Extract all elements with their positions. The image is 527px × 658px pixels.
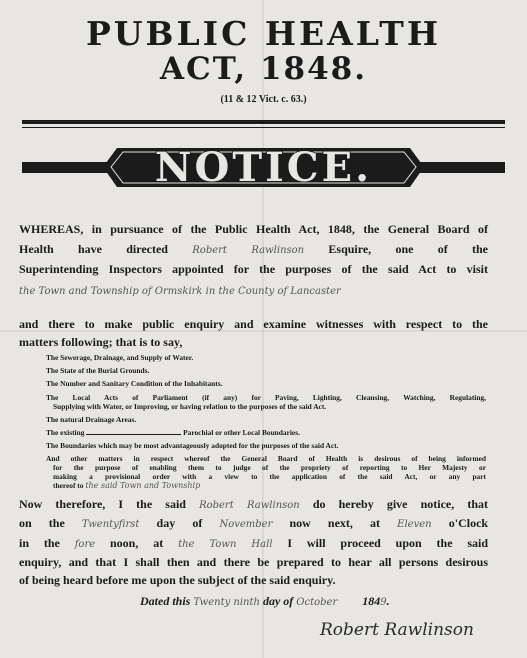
- handwritten-month: November: [219, 519, 273, 530]
- matter-other-4: thereof to the said Town and Township: [53, 481, 201, 490]
- body-line-5: and there to make public enquiry and examine witnesses with respect to the: [19, 317, 488, 331]
- closing-line-2: on the Twentyfirst day of November now next, at Eleven o'Clock: [19, 516, 489, 530]
- matter-other-1: And other matters in respect whereof the General Board of Health is desirous of being informed: [46, 454, 486, 463]
- handwritten-hour: Eleven: [397, 519, 432, 530]
- matter-local-acts-2: Supplying with Water, or Improving, or having relation to the purposes of the said Act.: [53, 402, 327, 411]
- body-line-1: WHEREAS, in pursuance of the Public Health Act, 1848, the General Board of: [19, 222, 488, 236]
- matter-drainage-areas: The natural Drainage Areas.: [46, 415, 137, 424]
- notice-heading: NOTICE.: [154, 144, 373, 191]
- matter-local-acts-1: The Local Acts of Parliament (if any) for Paving, Lighting, Cleansing, Watching, Regulating,: [46, 393, 486, 402]
- handwritten-time: fore: [74, 539, 96, 550]
- closing-line-5: of being heard before me upon the subject of the said enquiry.: [19, 573, 336, 587]
- handwritten-venue: the Town Hall: [178, 539, 273, 550]
- closing-line-1: Now therefore, I the said Robert Rawlinson do hereby give notice, that: [19, 497, 489, 511]
- handwritten-name-2: Robert Rawlinson: [199, 500, 300, 511]
- body-line-6: matters following; that is to say,: [19, 335, 183, 349]
- handwritten-dated-day: Twenty ninth: [193, 597, 260, 608]
- handwritten-inspector-name: Robert Rawlinson: [192, 245, 305, 256]
- body-line-3: Superintending Inspectors appointed for the purposes of the said Act to visit: [19, 262, 488, 276]
- handwritten-day: Twentyfirst: [81, 519, 140, 530]
- matter-other-2: for the purpose of enabling them to judge of the propriety of reporting to Her Majesty or: [53, 463, 486, 472]
- notice-banner: [22, 140, 505, 195]
- title-line-1: PUBLIC HEALTH: [85, 14, 442, 53]
- handwritten-dated-month: October: [296, 597, 338, 608]
- matter-burial-grounds: The State of the Burial Grounds.: [46, 366, 150, 375]
- matter-inhabitants: The Number and Sanitary Condition of the Inhabitants.: [46, 379, 223, 388]
- matter-boundaries-adopted: The Boundaries which may be most advantageously adopted for the purposes of the said Act.: [46, 441, 339, 450]
- body-line-2: Health have directed Robert Rawlinson Esquire, one of the: [19, 242, 488, 256]
- divider-thin: [22, 127, 505, 128]
- closing-line-4: enquiry, and that I shall then and there be prepared to hear all persons desirous: [19, 555, 488, 569]
- title-line-2: ACT, 1848.: [159, 51, 368, 87]
- closing-line-3: in the fore noon, at the Town Hall I will proceed upon the said: [19, 536, 489, 550]
- handwritten-place: the Town and Township of Ormskirk in the County of Lancaster: [19, 286, 341, 297]
- act-citation: (11 & 12 Vict. c. 63.): [220, 94, 307, 105]
- dated-line: Dated this Twenty ninth day of October 1849.: [140, 594, 390, 608]
- body-line-4: [19, 283, 488, 299]
- signature: Robert Rawlinson: [320, 620, 474, 640]
- matter-other-3: making a provisional order with a view to the application of the said Act, or any part: [53, 472, 486, 481]
- matter-sewerage: The Sewerage, Drainage, and Supply of Water.: [46, 353, 194, 362]
- matter-boundaries-existing: The existing Parochial or other Local Boundaries.: [46, 428, 300, 437]
- divider-thick: [22, 120, 505, 124]
